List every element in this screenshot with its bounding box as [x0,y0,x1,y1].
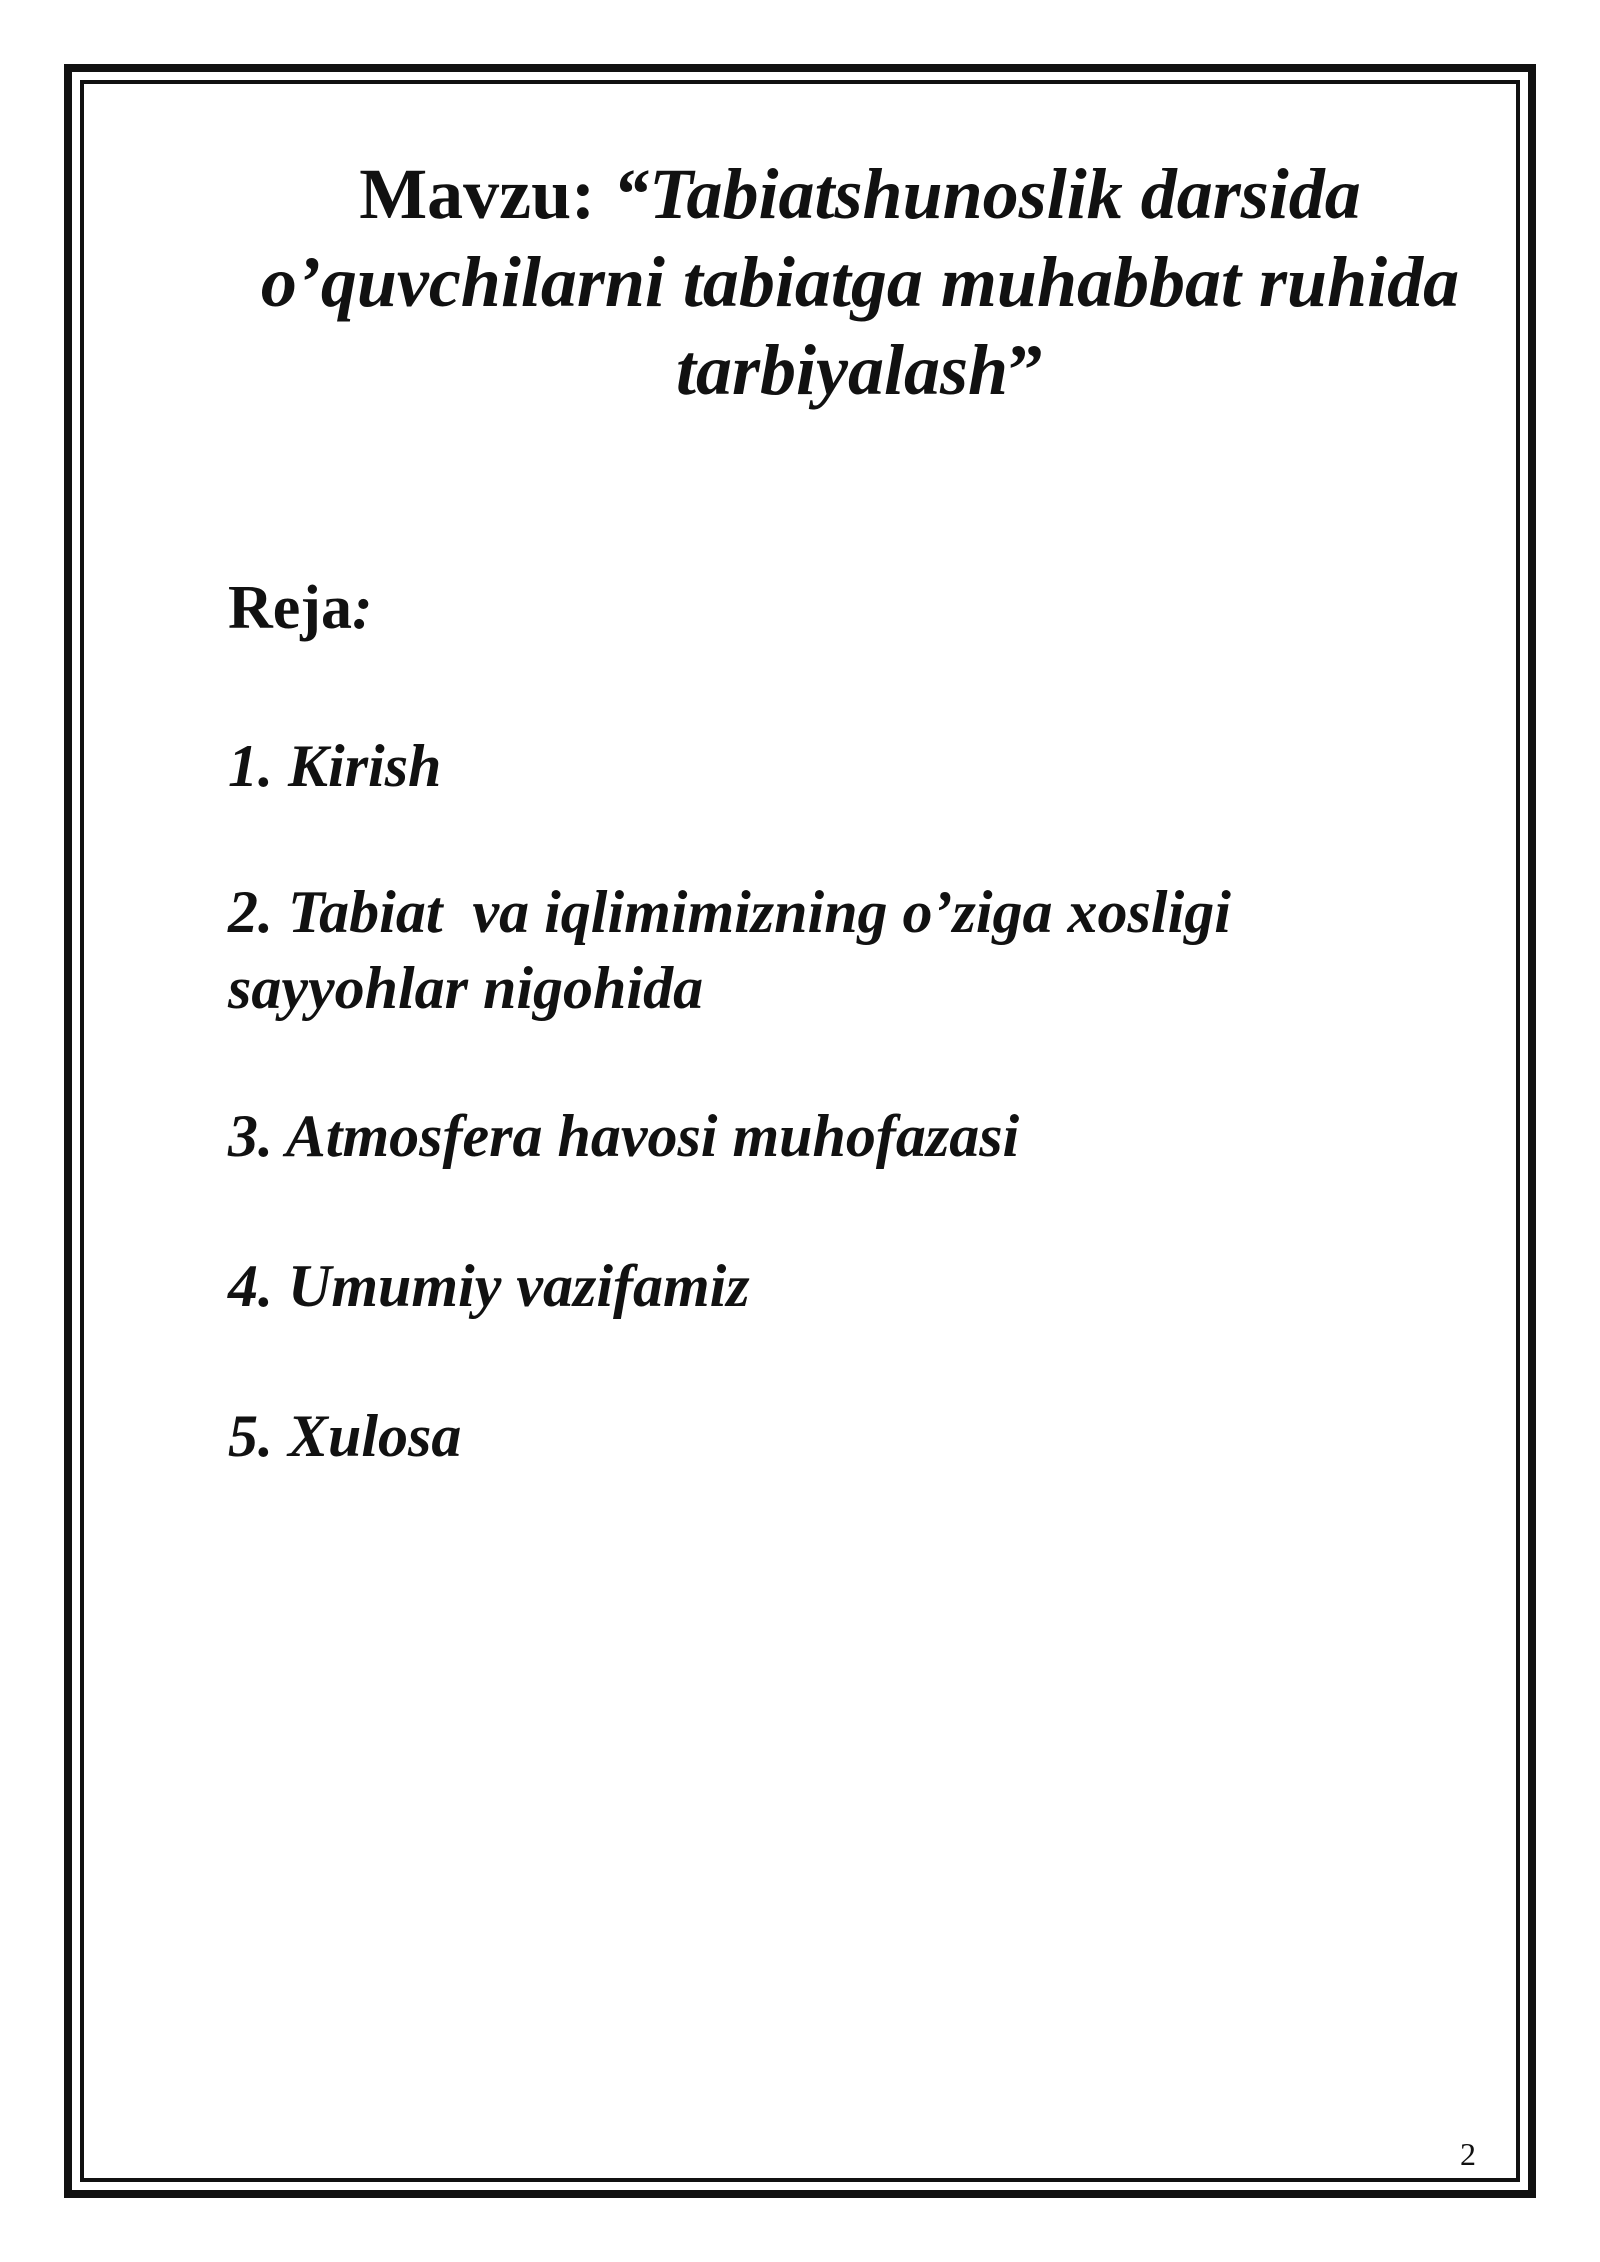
plan-item-3 [228,1098,1478,1174]
page-number: 2 [1460,2136,1476,2172]
title-line-2: o’quvchilarni tabiatga muhabbat ruhida [260,242,1460,322]
plan-heading-label: Reja [228,574,352,642]
plan-item-text: 5. Xulosa [228,1403,462,1469]
plan-item-text: 1. Kirish [228,733,442,799]
title-open-quote: “ [613,154,650,234]
document-title [190,150,1530,414]
plan-item-text: 4. Umumiy vazifamiz [228,1253,750,1319]
plan-heading-colon: : [351,574,373,642]
title-close-quote: ” [1008,330,1045,410]
plan-item-text: 2. Tabiat va iqlimimizning o’ziga xosligi sayyohlar nigohida [228,879,1246,1021]
plan-item-1 [228,728,1478,804]
plan-item-4 [228,1248,1478,1324]
plan-item-2 [228,874,1478,1026]
title-prefix: Mavzu: [359,154,614,234]
title-line-1: Tabiatshunoslik darsida [649,154,1361,234]
plan-item-text: 3. Atmosfera havosi muhofazasi [228,1103,1020,1169]
plan-heading [228,572,373,644]
plan-item-5 [228,1398,1478,1474]
title-line-3: tarbiyalash [675,330,1009,410]
